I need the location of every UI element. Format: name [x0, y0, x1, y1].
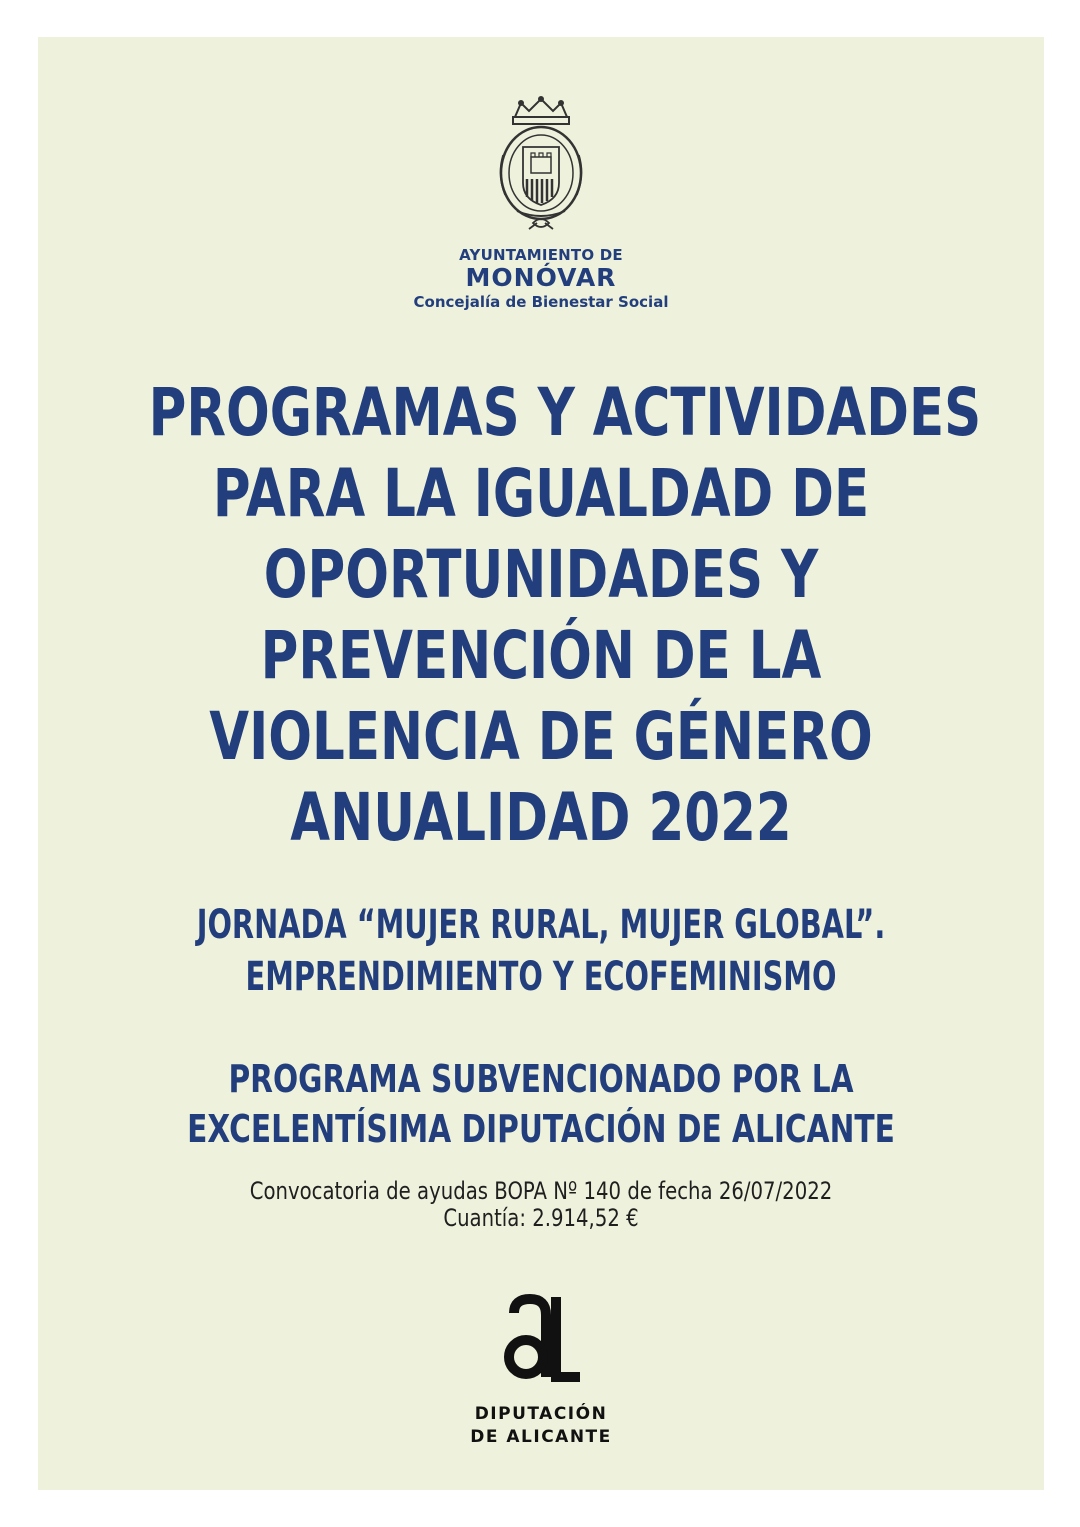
jornada-line: EMPRENDIMIENTO Y ECOFEMINISMO — [245, 954, 837, 1000]
diputacion-alicante-logo-icon — [496, 1293, 586, 1393]
monovar-coat-of-arms-icon — [493, 95, 589, 235]
diputacion-line1: DIPUTACIÓN — [474, 1404, 608, 1424]
title-line: VIOLENCIA DE GÉNERO — [209, 698, 873, 775]
title-line: OPORTUNIDADES Y — [263, 536, 819, 613]
diputacion-logo — [38, 1293, 1044, 1398]
title-line: PROGRAMAS Y ACTIVIDADES — [148, 374, 982, 451]
title-line: PARA LA IGUALDAD DE — [212, 455, 870, 532]
concejalia-name: Concejalía de Bienestar Social — [413, 293, 669, 311]
programa-subvencionado — [38, 1054, 1044, 1154]
ayuntamiento-name: MONÓVAR — [465, 263, 617, 292]
programa-line: PROGRAMA SUBVENCIONADO POR LA — [228, 1057, 854, 1101]
convocatoria-line: Convocatoria de ayudas BOPA Nº 140 de fecha 26/07/2022 — [249, 1177, 833, 1205]
title-line: PREVENCIÓN DE LA — [260, 617, 822, 694]
ayuntamiento-header — [38, 246, 1044, 312]
diputacion-name — [38, 1403, 1044, 1449]
jornada-subtitle — [38, 899, 1044, 1003]
diputacion-line2: DE ALICANTE — [470, 1427, 612, 1447]
programa-line: EXCELENTÍSIMA DIPUTACIÓN DE ALICANTE — [187, 1107, 895, 1151]
jornada-line: JORNADA “MUJER RURAL, MUJER GLOBAL”. — [196, 902, 886, 948]
ayuntamiento-line1: AYUNTAMIENTO DE — [459, 246, 623, 264]
cuantia-line: Cuantía: 2.914,52 € — [443, 1204, 639, 1232]
page-title — [38, 372, 1044, 858]
title-line: ANUALIDAD 2022 — [290, 779, 792, 856]
poster — [38, 37, 1044, 1490]
crest — [38, 95, 1044, 240]
convocatoria-info — [38, 1178, 1044, 1232]
